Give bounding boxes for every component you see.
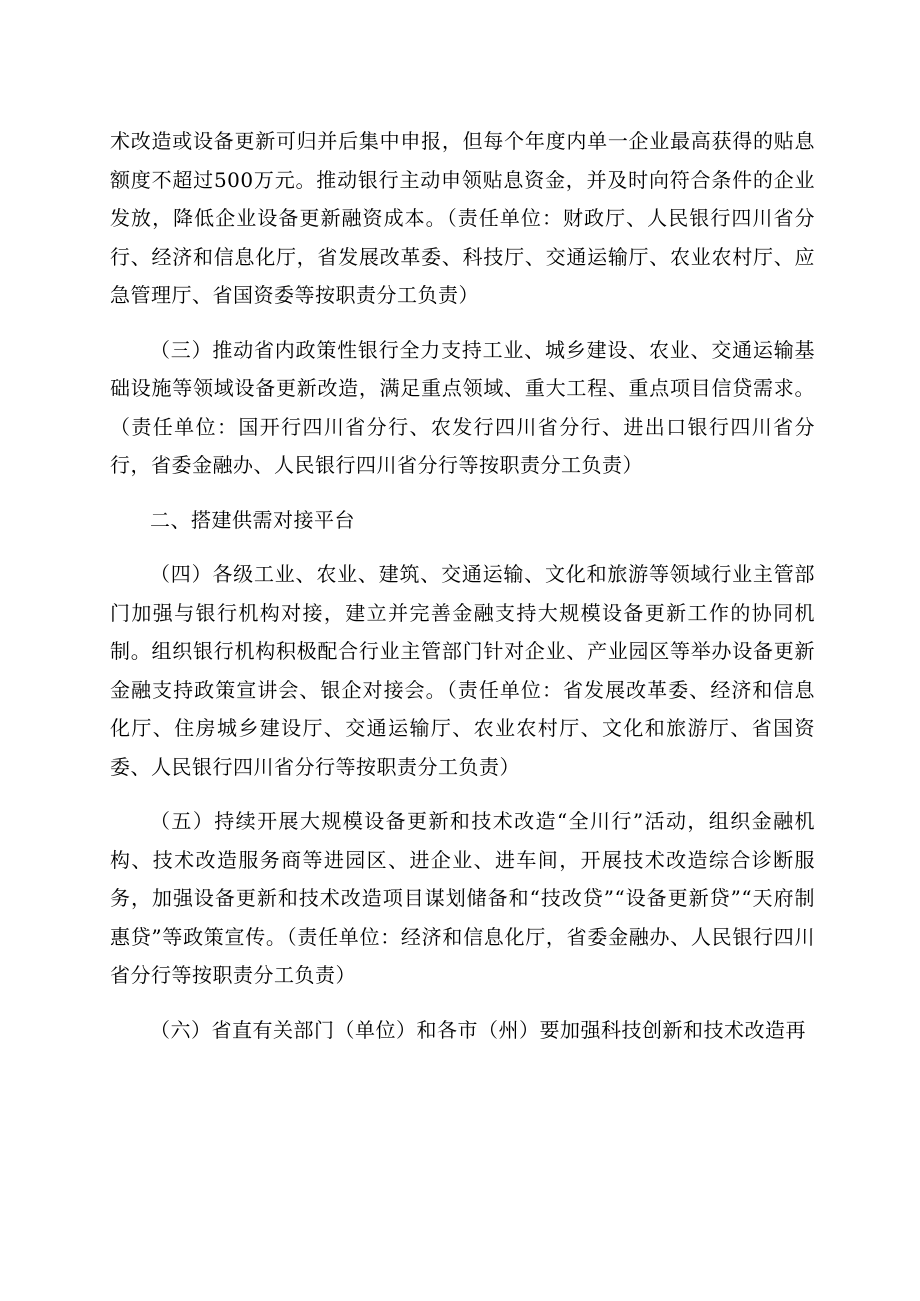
paragraph-item-3: （三）推动省内政策性银行全力支持工业、城乡建设、农业、交通运输基础设施等领域设备更新改造，满足重点领域、重大工程、重点项目信贷需求。（责任单位：国开行四川省分行、农发行四川省分行、进出口银行四川省分行，省委金融办、人民银行四川省分行等按职责分工负责）: [110, 337, 815, 477]
paragraph-continuation: 术改造或设备更新可归并后集中申报，但每个年度内单一企业最高获得的贴息额度不超过500万元。推动银行主动申领贴息资金，并及时向符合条件的企业发放，降低企业设备更新融资成本。（责任单位：财政厅、人民银行四川省分行、经济和信息化厅，省发展改革委、科技厅、交通运输厅、农业农村厅、应急管理厅、省国资委等按职责分工负责）: [110, 129, 815, 307]
paragraph-item-6: （六）省直有关部门（单位）和各市（州）要加强科技创新和技术改造再: [150, 1017, 806, 1042]
document-page: [110, 122, 815, 1049]
paragraph-item-5: （五）持续开展大规模设备更新和技术改造“全川行”活动，组织金融机构、技术改造服务商等进园区、进企业、进车间，开展技术改造综合诊断服务，加强设备更新和技术改造项目谋划储备和“技改贷”“设备更新贷”“天府制惠贷”等政策宣传。（责任单位：经济和信息化厅，省委金融办、人民银行四川省分行等按职责分工负责）: [110, 809, 815, 987]
paragraph-item-4: （四）各级工业、农业、建筑、交通运输、文化和旅游等领域行业主管部门加强与银行机构对接，建立并完善金融支持大规模设备更新工作的协同机制。组织银行机构积极配合行业主管部门针对企业、产业园区等举办设备更新金融支持政策宣讲会、银企对接会。（责任单位：省发展改革委、经济和信息化厅、住房城乡建设厅、交通运输厅、农业农村厅、文化和旅游厅、省国资委、人民银行四川省分行等按职责分工负责）: [110, 562, 815, 779]
section-heading-2: 二、搭建供需对接平台: [150, 507, 355, 532]
